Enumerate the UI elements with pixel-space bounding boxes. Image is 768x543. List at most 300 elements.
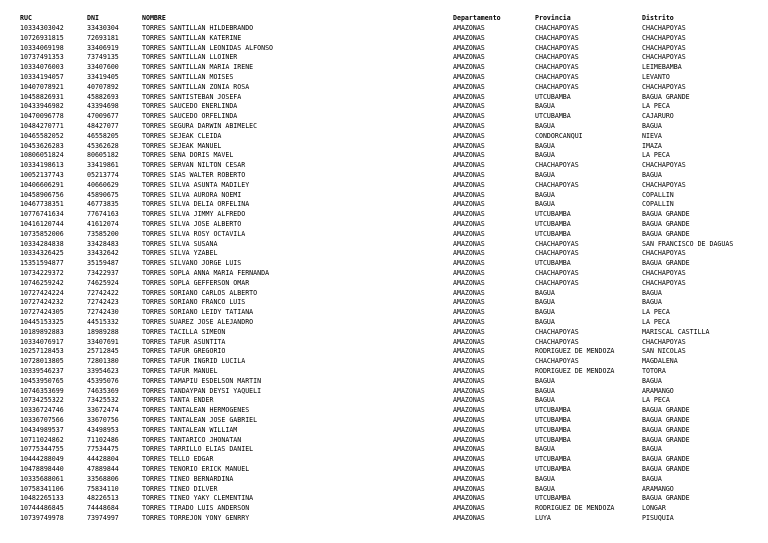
- cell-departamento: AMAZONAS: [453, 190, 485, 199]
- cell-ruc: 10334076003: [20, 63, 64, 72]
- cell-dni: 73974997: [87, 514, 119, 522]
- cell-provincia: CHACHAPOYAS: [535, 239, 579, 248]
- cell-nombre: TORRES SANTILLAN ZONIA ROSA: [142, 82, 250, 91]
- cell-dni: 73422937: [87, 269, 119, 277]
- cell-ruc: 10335688061: [20, 474, 64, 483]
- cell-distrito: BAGUA GRANDE: [642, 425, 690, 434]
- cell-provincia: BAGUA: [535, 171, 555, 179]
- cell-provincia: UTCUBAMBA: [535, 455, 571, 464]
- cell-nombre: TORRES SILVA DELIA ORFELINA: [142, 200, 250, 209]
- cell-provincia: CHACHAPOYAS: [535, 24, 579, 32]
- cell-nombre: TORRES SOPLA ANNA MARIA FERNANDA: [142, 269, 270, 277]
- cell-provincia: CHACHAPOYAS: [535, 269, 579, 277]
- cell-ruc: 10406606291: [20, 180, 64, 189]
- cell-provincia: CHACHAPOYAS: [535, 43, 579, 52]
- cell-nombre: TORRES TAFUR MANUEL: [142, 367, 218, 375]
- cell-departamento: AMAZONAS: [453, 514, 485, 522]
- cell-dni: 41612074: [87, 220, 119, 228]
- cell-ruc: 10746353699: [20, 386, 64, 395]
- cell-ruc: 10334326425: [20, 249, 64, 258]
- cell-dni: 33406919: [87, 43, 119, 52]
- cell-dni: 45362628: [87, 141, 119, 150]
- cell-provincia: UTCUBAMBA: [535, 92, 571, 101]
- cell-ruc: 10806051824: [20, 151, 64, 160]
- cell-distrito: BAGUA GRANDE: [642, 416, 690, 424]
- cell-distrito: LA PECA: [642, 396, 670, 405]
- cell-provincia: BAGUA: [535, 200, 555, 209]
- table-row: [0, 249, 768, 259]
- cell-distrito: CHACHAPOYAS: [642, 82, 686, 91]
- cell-nombre: TORRES SILVA ASUNTA MADILEY: [142, 180, 250, 189]
- cell-departamento: AMAZONAS: [453, 288, 485, 297]
- table-row: [0, 308, 768, 318]
- cell-dni: 72693181: [87, 33, 119, 42]
- cell-nombre: TORRES TANTALEAN HERMOGENES: [142, 406, 250, 415]
- cell-dni: 33419405: [87, 73, 119, 81]
- cell-dni: 33428483: [87, 239, 119, 248]
- cell-provincia: BAGUA: [535, 445, 555, 454]
- cell-distrito: CHACHAPOYAS: [642, 278, 686, 287]
- table-row: [0, 494, 768, 504]
- table-row: [0, 416, 768, 426]
- cell-distrito: SAN FRANCISCO DE DAGUAS: [642, 239, 734, 248]
- cell-ruc: 10734255322: [20, 396, 64, 405]
- cell-departamento: AMAZONAS: [453, 259, 485, 268]
- cell-departamento: AMAZONAS: [453, 484, 485, 493]
- cell-departamento: AMAZONAS: [453, 357, 485, 366]
- cell-dni: 33407600: [87, 63, 119, 72]
- cell-distrito: LA PECA: [642, 102, 670, 111]
- cell-distrito: BAGUA GRANDE: [642, 92, 690, 101]
- cell-dni: 75834110: [87, 484, 119, 493]
- cell-departamento: AMAZONAS: [453, 504, 485, 513]
- cell-nombre: TORRES TAFUR ASUNTITA: [142, 337, 226, 346]
- cell-ruc: 10467738351: [20, 200, 64, 209]
- table-row: [0, 122, 768, 132]
- cell-nombre: TORRES SILVA YZABEL: [142, 249, 218, 258]
- cell-departamento: AMAZONAS: [453, 269, 485, 277]
- table-row: [0, 83, 768, 93]
- cell-distrito: CAJARURO: [642, 112, 674, 121]
- cell-distrito: BAGUA: [642, 122, 662, 130]
- cell-departamento: AMAZONAS: [453, 82, 485, 91]
- cell-nombre: TORRES TORREJON YONY GENRRY: [142, 514, 250, 522]
- cell-nombre: TORRES TIRADO LUIS ANDERSON: [142, 504, 250, 513]
- cell-nombre: TORRES SIAS WALTER ROBERTO: [142, 171, 246, 179]
- cell-dni: 47009677: [87, 112, 119, 121]
- cell-ruc: 10334284838: [20, 239, 64, 248]
- cell-departamento: AMAZONAS: [453, 435, 485, 444]
- table-row: [0, 289, 768, 299]
- cell-nombre: TORRES SUAREZ JOSE ALEJANDRO: [142, 318, 254, 326]
- cell-departamento: AMAZONAS: [453, 73, 485, 81]
- cell-departamento: AMAZONAS: [453, 220, 485, 228]
- header-dni: DNI: [87, 14, 99, 22]
- cell-departamento: AMAZONAS: [453, 200, 485, 209]
- cell-ruc: 10776741634: [20, 210, 64, 219]
- table-row: [0, 93, 768, 103]
- cell-ruc: 10444288049: [20, 455, 64, 464]
- cell-ruc: 10445153325: [20, 318, 64, 326]
- cell-distrito: BAGUA: [642, 474, 662, 483]
- table-row: [0, 426, 768, 436]
- table-row: [0, 445, 768, 455]
- cell-nombre: TORRES SAUCEDO ENERLINDA: [142, 102, 238, 111]
- table-row: [0, 318, 768, 328]
- cell-ruc: 10737491353: [20, 53, 64, 62]
- cell-dni: 73749135: [87, 53, 119, 62]
- table-row: [0, 259, 768, 269]
- cell-departamento: AMAZONAS: [453, 494, 485, 503]
- cell-distrito: BAGUA GRANDE: [642, 229, 690, 238]
- cell-ruc: 15351594877: [20, 259, 64, 268]
- cell-ruc: 10334303042: [20, 24, 64, 32]
- header-provincia: Provincia: [535, 14, 571, 22]
- header-departamento: Departamento: [453, 14, 501, 22]
- cell-provincia: UTCUBAMBA: [535, 435, 571, 444]
- cell-distrito: BAGUA: [642, 288, 662, 297]
- table-row: [0, 63, 768, 73]
- cell-nombre: TORRES TENORIO ERICK MANUEL: [142, 465, 250, 473]
- cell-provincia: UTCUBAMBA: [535, 465, 571, 473]
- cell-nombre: TORRES SORIANO CARLOS ALBERTO: [142, 288, 258, 297]
- cell-departamento: AMAZONAS: [453, 33, 485, 42]
- table-row: [0, 151, 768, 161]
- cell-nombre: TORRES TINEO DILVER: [142, 484, 218, 493]
- table-row: [0, 34, 768, 44]
- cell-provincia: BAGUA: [535, 318, 555, 326]
- cell-ruc: 10478898440: [20, 465, 64, 473]
- cell-provincia: CHACHAPOYAS: [535, 73, 579, 81]
- cell-departamento: AMAZONAS: [453, 455, 485, 464]
- cell-distrito: TOTORA: [642, 367, 666, 375]
- cell-nombre: TORRES SILVA AURORA NOEMI: [142, 190, 242, 199]
- table-row: [0, 396, 768, 406]
- cell-nombre: TORRES SEJEAK CLEIDA: [142, 131, 222, 140]
- cell-dni: 43394698: [87, 102, 119, 111]
- cell-ruc: 10416120744: [20, 220, 64, 228]
- cell-dni: 80605182: [87, 151, 119, 160]
- cell-departamento: AMAZONAS: [453, 337, 485, 346]
- cell-departamento: AMAZONAS: [453, 318, 485, 326]
- cell-distrito: CHACHAPOYAS: [642, 161, 686, 170]
- cell-provincia: CHACHAPOYAS: [535, 63, 579, 72]
- cell-distrito: BAGUA: [642, 445, 662, 454]
- cell-departamento: AMAZONAS: [453, 180, 485, 189]
- cell-ruc: 10775344755: [20, 445, 64, 454]
- cell-provincia: CHACHAPOYAS: [535, 33, 579, 42]
- cell-dni: 71102486: [87, 435, 119, 444]
- cell-provincia: BAGUA: [535, 308, 555, 317]
- cell-departamento: AMAZONAS: [453, 131, 485, 140]
- cell-nombre: TORRES SILVA JOSE ALBERTO: [142, 220, 242, 228]
- cell-ruc: 10726931815: [20, 33, 64, 42]
- table-row: [0, 328, 768, 338]
- cell-nombre: TORRES TANTA ENDER: [142, 396, 214, 405]
- cell-distrito: CHACHAPOYAS: [642, 269, 686, 277]
- cell-ruc: 10728013805: [20, 357, 64, 366]
- cell-provincia: BAGUA: [535, 288, 555, 297]
- cell-ruc: 10758341106: [20, 484, 64, 493]
- cell-departamento: AMAZONAS: [453, 347, 485, 356]
- table-row: [0, 514, 768, 524]
- cell-nombre: TORRES SANTILLAN LLOINER: [142, 53, 238, 62]
- cell-departamento: AMAZONAS: [453, 474, 485, 483]
- table-row: [0, 220, 768, 230]
- cell-ruc: 10735852006: [20, 229, 64, 238]
- cell-ruc: 10189892883: [20, 327, 64, 336]
- cell-distrito: LEIMEBAMBA: [642, 63, 682, 72]
- cell-distrito: BAGUA GRANDE: [642, 406, 690, 415]
- cell-departamento: AMAZONAS: [453, 112, 485, 121]
- cell-dni: 33419861: [87, 161, 119, 170]
- cell-nombre: TORRES SANTILLAN MARIA IRENE: [142, 63, 254, 72]
- cell-dni: 46773835: [87, 200, 119, 209]
- cell-ruc: 10339546237: [20, 367, 64, 375]
- cell-dni: 33954623: [87, 367, 119, 375]
- cell-nombre: TORRES SEGURA DARWIN ABIMELEC: [142, 122, 258, 130]
- cell-departamento: AMAZONAS: [453, 278, 485, 287]
- table-row: [0, 191, 768, 201]
- table-row: [0, 240, 768, 250]
- cell-dni: 72801380: [87, 357, 119, 366]
- cell-ruc: 10453950765: [20, 376, 64, 385]
- cell-dni: 72742423: [87, 298, 119, 307]
- table-row: [0, 406, 768, 416]
- cell-distrito: BAGUA GRANDE: [642, 465, 690, 473]
- cell-nombre: TORRES TAFUR INGRID LUCILA: [142, 357, 246, 366]
- cell-departamento: AMAZONAS: [453, 210, 485, 219]
- cell-departamento: AMAZONAS: [453, 239, 485, 248]
- cell-departamento: AMAZONAS: [453, 367, 485, 375]
- cell-nombre: TORRES SAUCEDO ORFELINDA: [142, 112, 238, 121]
- cell-provincia: LUYA: [535, 514, 551, 522]
- cell-dni: 05213774: [87, 171, 119, 179]
- cell-distrito: BAGUA GRANDE: [642, 220, 690, 228]
- cell-ruc: 10465582052: [20, 131, 64, 140]
- cell-nombre: TORRES TANTARICO JHONATAN: [142, 435, 242, 444]
- cell-provincia: UTCUBAMBA: [535, 406, 571, 415]
- cell-ruc: 10739749978: [20, 514, 64, 522]
- table-row: [0, 112, 768, 122]
- cell-ruc: 10334069198: [20, 43, 64, 52]
- cell-ruc: 10336707566: [20, 416, 64, 424]
- cell-departamento: AMAZONAS: [453, 151, 485, 160]
- table-row: [0, 210, 768, 220]
- cell-nombre: TORRES TAMAPIU ESDELSON MARTIN: [142, 376, 262, 385]
- cell-ruc: 10727424305: [20, 308, 64, 317]
- cell-nombre: TORRES SANTISTEBAN JOSEFA: [142, 92, 242, 101]
- cell-ruc: 10453626283: [20, 141, 64, 150]
- table-row: [0, 436, 768, 446]
- cell-nombre: TORRES TARRILLO ELIAS DANIEL: [142, 445, 254, 454]
- cell-distrito: LEVANTO: [642, 73, 670, 81]
- cell-provincia: CHACHAPOYAS: [535, 249, 579, 258]
- cell-provincia: CHACHAPOYAS: [535, 357, 579, 366]
- cell-provincia: UTCUBAMBA: [535, 425, 571, 434]
- table-row: [0, 338, 768, 348]
- cell-distrito: COPALLIN: [642, 190, 674, 199]
- cell-provincia: CHACHAPOYAS: [535, 82, 579, 91]
- table-row: [0, 298, 768, 308]
- cell-dni: 35159487: [87, 259, 119, 268]
- cell-ruc: 10407078921: [20, 82, 64, 91]
- table-row: [0, 132, 768, 142]
- cell-provincia: BAGUA: [535, 102, 555, 111]
- cell-nombre: TORRES SORIANO LEIDY TATIANA: [142, 308, 254, 317]
- cell-distrito: IMAZA: [642, 141, 662, 150]
- cell-dni: 74448684: [87, 504, 119, 513]
- cell-ruc: 10458826931: [20, 92, 64, 101]
- cell-provincia: CONDORCANQUI: [535, 131, 583, 140]
- cell-dni: 45882693: [87, 92, 119, 101]
- cell-dni: 40707892: [87, 82, 119, 91]
- cell-distrito: CHACHAPOYAS: [642, 337, 686, 346]
- cell-ruc: 10334198613: [20, 161, 64, 170]
- cell-distrito: CHACHAPOYAS: [642, 43, 686, 52]
- cell-provincia: BAGUA: [535, 484, 555, 493]
- cell-distrito: BAGUA GRANDE: [642, 259, 690, 268]
- cell-distrito: CHACHAPOYAS: [642, 180, 686, 189]
- cell-ruc: 10482265133: [20, 494, 64, 503]
- cell-dni: 40660629: [87, 180, 119, 189]
- cell-departamento: AMAZONAS: [453, 406, 485, 415]
- table-row: [0, 44, 768, 54]
- cell-ruc: 10711024862: [20, 435, 64, 444]
- cell-distrito: MARISCAL CASTILLA: [642, 327, 710, 336]
- cell-provincia: CHACHAPOYAS: [535, 337, 579, 346]
- cell-nombre: TORRES SILVA ROSY OCTAVILA: [142, 229, 246, 238]
- cell-nombre: TORRES SILVA SUSANA: [142, 239, 218, 248]
- cell-distrito: MAGDALENA: [642, 357, 678, 366]
- table-row: [0, 269, 768, 279]
- cell-distrito: CHACHAPOYAS: [642, 53, 686, 62]
- cell-dni: 73425532: [87, 396, 119, 405]
- cell-provincia: UTCUBAMBA: [535, 112, 571, 121]
- cell-departamento: AMAZONAS: [453, 229, 485, 238]
- table-row: [0, 24, 768, 34]
- table-row: [0, 230, 768, 240]
- cell-departamento: AMAZONAS: [453, 161, 485, 170]
- cell-dni: 33568806: [87, 474, 119, 483]
- table-row: [0, 465, 768, 475]
- table-row: [0, 347, 768, 357]
- table-row: [0, 73, 768, 83]
- cell-distrito: LA PECA: [642, 151, 670, 160]
- cell-dni: 33432642: [87, 249, 119, 258]
- cell-ruc: 10334194057: [20, 73, 64, 81]
- cell-provincia: RODRIGUEZ DE MENDOZA: [535, 347, 615, 356]
- cell-dni: 77674163: [87, 210, 119, 219]
- cell-nombre: TORRES SANTILLAN LEONIDAS ALFONSO: [142, 43, 274, 52]
- cell-departamento: AMAZONAS: [453, 425, 485, 434]
- cell-dni: 33430304: [87, 24, 119, 32]
- cell-provincia: BAGUA: [535, 474, 555, 483]
- cell-departamento: AMAZONAS: [453, 63, 485, 72]
- cell-dni: 45395076: [87, 376, 119, 385]
- cell-nombre: TORRES TACILLA SIMEON: [142, 327, 226, 336]
- table-row: [0, 102, 768, 112]
- cell-provincia: BAGUA: [535, 190, 555, 199]
- cell-departamento: AMAZONAS: [453, 386, 485, 395]
- cell-provincia: BAGUA: [535, 151, 555, 160]
- cell-nombre: TORRES TANDAYPAN DEYSI YAQUELI: [142, 386, 262, 395]
- cell-departamento: AMAZONAS: [453, 92, 485, 101]
- cell-distrito: CHACHAPOYAS: [642, 249, 686, 258]
- cell-nombre: TORRES SEJEAK MANUEL: [142, 141, 222, 150]
- cell-distrito: NIEVA: [642, 131, 662, 140]
- cell-provincia: BAGUA: [535, 298, 555, 307]
- cell-nombre: TORRES TINEO YAKY CLEMENTINA: [142, 494, 254, 503]
- cell-distrito: LA PECA: [642, 308, 670, 317]
- cell-departamento: AMAZONAS: [453, 465, 485, 473]
- cell-dni: 44428804: [87, 455, 119, 464]
- table-row: [0, 455, 768, 465]
- cell-provincia: RODRIGUEZ DE MENDOZA: [535, 367, 615, 375]
- cell-departamento: AMAZONAS: [453, 416, 485, 424]
- cell-dni: 47889844: [87, 465, 119, 473]
- cell-nombre: TORRES TELLO EDGAR: [142, 455, 214, 464]
- cell-nombre: TORRES SERVAN NILTON CESAR: [142, 161, 246, 170]
- cell-provincia: UTCUBAMBA: [535, 229, 571, 238]
- cell-nombre: TORRES SORIANO FRANCO LUIS: [142, 298, 246, 307]
- cell-dni: 43498953: [87, 425, 119, 434]
- cell-dni: 33672474: [87, 406, 119, 415]
- cell-ruc: 10470096778: [20, 112, 64, 121]
- cell-ruc: 10052137743: [20, 171, 64, 179]
- cell-provincia: CHACHAPOYAS: [535, 53, 579, 62]
- cell-provincia: UTCUBAMBA: [535, 494, 571, 503]
- cell-distrito: BAGUA: [642, 171, 662, 179]
- cell-ruc: 10433946982: [20, 102, 64, 111]
- cell-nombre: TORRES SANTILLAN KATERINE: [142, 33, 242, 42]
- cell-departamento: AMAZONAS: [453, 396, 485, 405]
- cell-distrito: BAGUA GRANDE: [642, 455, 690, 464]
- cell-provincia: RODRIGUEZ DE MENDOZA: [535, 504, 615, 513]
- table-row: [0, 377, 768, 387]
- cell-departamento: AMAZONAS: [453, 327, 485, 336]
- cell-departamento: AMAZONAS: [453, 171, 485, 179]
- cell-departamento: AMAZONAS: [453, 445, 485, 454]
- cell-provincia: CHACHAPOYAS: [535, 278, 579, 287]
- cell-nombre: TORRES SOPLA GEFFERSON OMAR: [142, 278, 250, 287]
- cell-dni: 48427077: [87, 122, 119, 130]
- cell-nombre: TORRES TAFUR GREGORIO: [142, 347, 226, 356]
- cell-nombre: TORRES TINEO BERNARDINA: [142, 474, 234, 483]
- cell-dni: 77534475: [87, 445, 119, 454]
- cell-distrito: BAGUA GRANDE: [642, 494, 690, 503]
- table-row: [0, 387, 768, 397]
- cell-dni: 18989288: [87, 327, 119, 336]
- cell-nombre: TORRES SILVANO JORGE LUIS: [142, 259, 242, 268]
- cell-ruc: 10336724746: [20, 406, 64, 415]
- cell-distrito: CHACHAPOYAS: [642, 33, 686, 42]
- table-row: [0, 367, 768, 377]
- cell-departamento: AMAZONAS: [453, 298, 485, 307]
- cell-dni: 25712845: [87, 347, 119, 356]
- table-row: [0, 475, 768, 485]
- cell-provincia: UTCUBAMBA: [535, 210, 571, 219]
- table-row: [0, 279, 768, 289]
- cell-ruc: 10484270771: [20, 122, 64, 130]
- table-row: [0, 171, 768, 181]
- cell-provincia: CHACHAPOYAS: [535, 161, 579, 170]
- cell-distrito: BAGUA GRANDE: [642, 210, 690, 219]
- cell-dni: 33407691: [87, 337, 119, 346]
- cell-dni: 46558205: [87, 131, 119, 140]
- cell-ruc: 10458906756: [20, 190, 64, 199]
- table-row: [0, 357, 768, 367]
